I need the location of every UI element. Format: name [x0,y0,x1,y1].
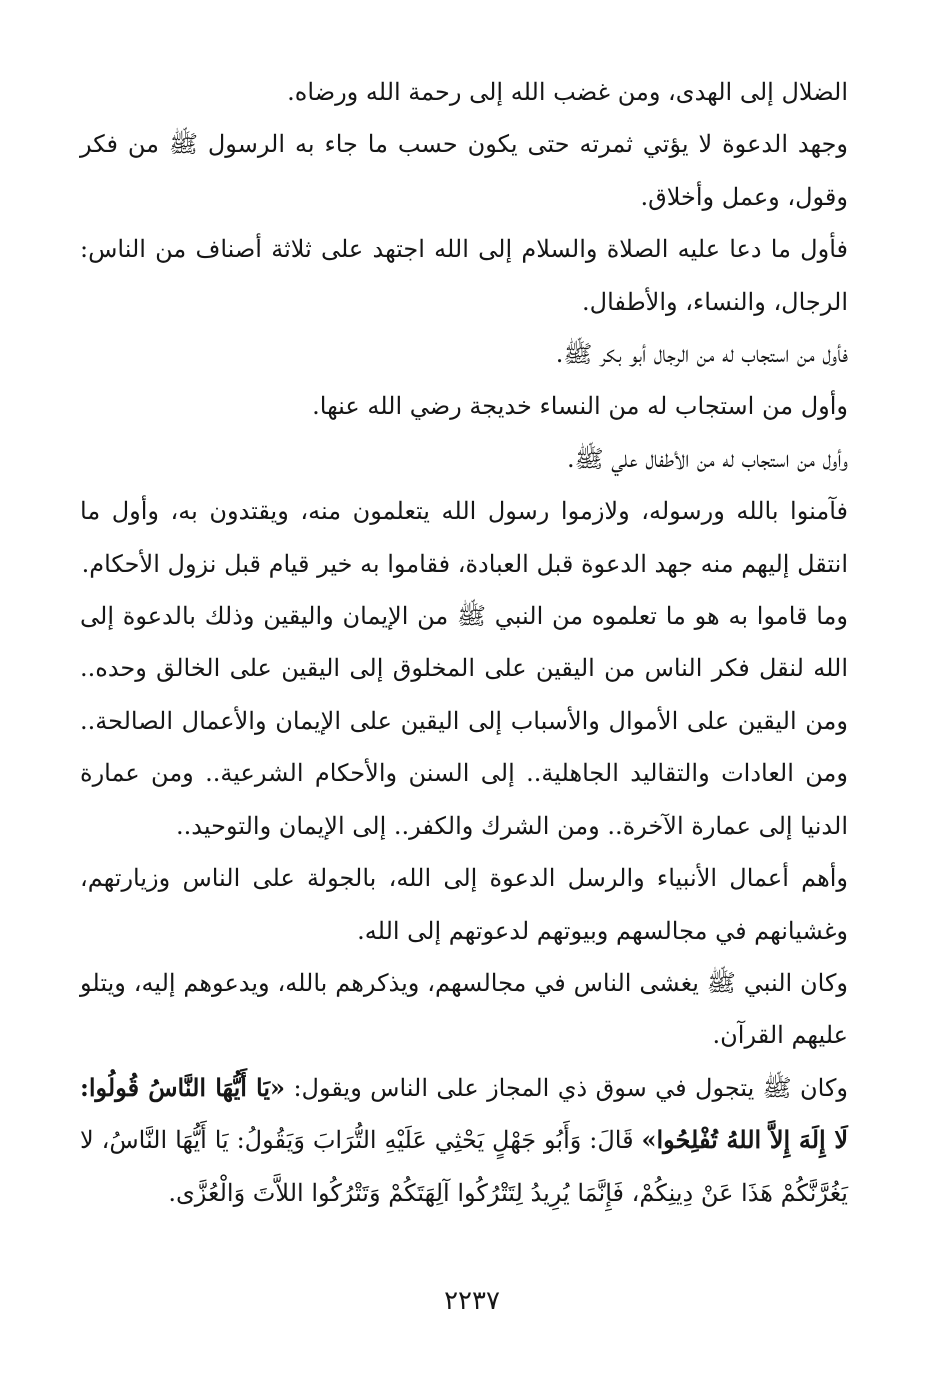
body-text [80,66,848,1219]
paragraph: فأول ما دعا عليه الصلاة والسلام إلى الله اجتهد على ثلاثة أصناف من الناس: الرجال، والنساء، والأطفال. [80,235,848,316]
paragraph: فأول من استجاب له من الرجال أبو بكر ﷺ. [555,340,848,369]
page-number: ٢٢٣٧ [444,1286,500,1316]
paragraph: وأهم أعمال الأنبياء والرسل الدعوة إلى الله، بالجولة على الناس وزيارتهم، وغشيانهم في مجالسهم وبيوتهم لدعوتهم إلى الله. [80,864,848,945]
paragraph: وأول من استجاب له من الأطفال علي ﷺ. [567,444,848,473]
paragraph: وأول من استجاب له من النساء خديجة رضي الله عنها. [312,392,848,421]
paragraph: وكان النبي ﷺ يغشى الناس في مجالسهم، ويذكرهم بالله، ويدعوهم إليه، ويتلو عليهم القرآن. [80,968,848,1050]
paragraph: الضلال إلى الهدى، ومن غضب الله إلى رحمة الله ورضاه. [287,78,848,106]
hadith-intro: وكان ﷺ يتجول في سوق ذي المجاز على الناس ويقول: [285,1073,848,1102]
hadith-quote: «يَا أَيُّهَا النَّاسُ قُولُوا: لَا إِلَهَ إِلاَّ اللهُ تُفْلِحُوا» [80,1072,849,1155]
paragraph: فآمنوا بالله ورسوله، ولازموا رسول الله يتعلمون منه، ويقتدون به، وأول ما انتقل إليهم منه جهد الدعوة قبل العبادة، فقاموا به خير قيام قبل نزول الأحكام. [80,497,848,578]
hadith-narration: قَالَ: وَأَبُو جَهْلٍ يَحْثِي عَلَيْهِ التُّرَابَ وَيَقُولُ: يَا أَيُّهَا النَّاسُ، لا يَغُرَّنَّكُمْ هَذَا عَنْ دِينِكُمْ، فَإِنَّمَا يُرِيدُ لِتَتْرُكُوا آلِهَتَكُمْ وَتَتْرُكُوا اللاَّتَ وَالْعُزَّى. [80,1126,848,1207]
paragraph: وجهد الدعوة لا يؤتي ثمرته حتى يكون حسب ما جاء به الرسول ﷺ من فكر وقول، وعمل وأخلاق. [80,130,848,211]
paragraph: وما قاموا به هو ما تعلموه من النبي ﷺ من الإيمان واليقين وذلك بالدعوة إلى الله لنقل فكر الناس من اليقين على المخلوق إلى اليقين على الخالق وحده.. ومن اليقين على الأموال والأسباب إلى اليقين على الإيمان والأعمال الصالحة.. ومن العادات والتقاليد الجاهلية.. إلى السنن والأحكام الشرعية.. ومن عمارة الدنيا إلى عمارة الآخرة.. ومن الشرك والكفر.. إلى الإيمان والتوحيد.. [80,602,848,840]
hadith-paragraph [80,1062,848,1219]
